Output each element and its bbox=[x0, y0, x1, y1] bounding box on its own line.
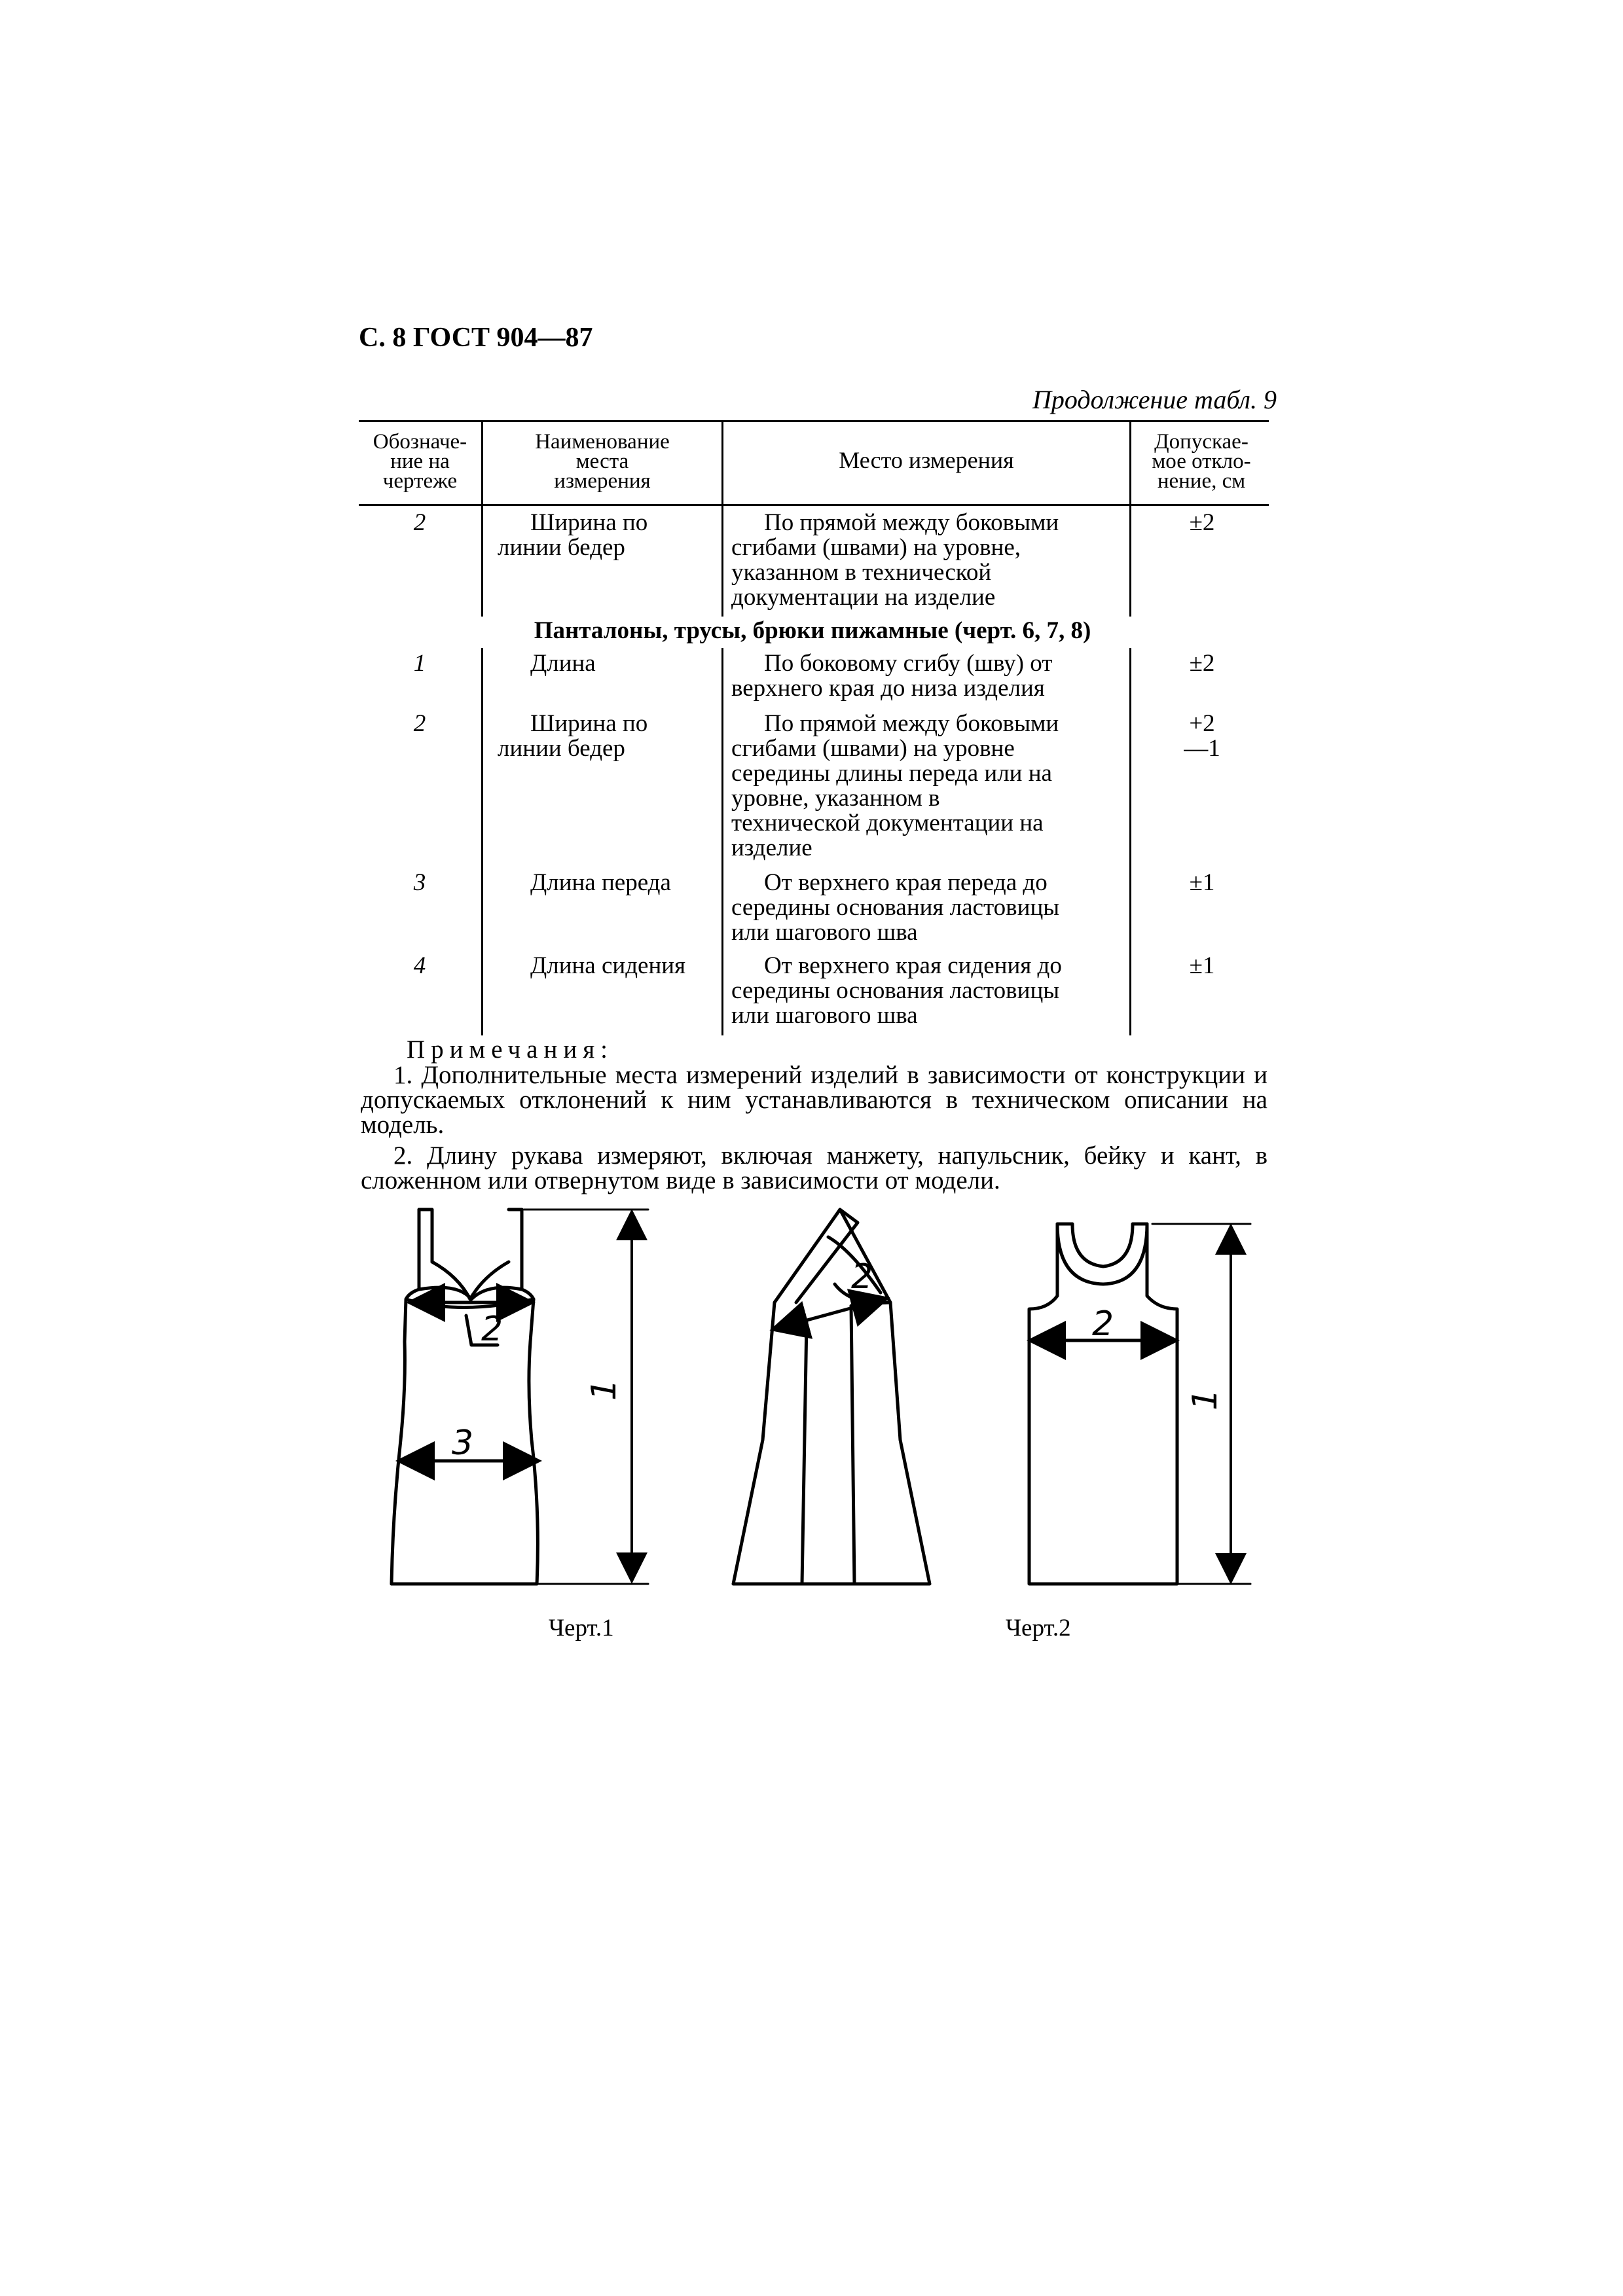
fig1-label-1: 1 bbox=[585, 1378, 624, 1401]
row-name: Длина сидения bbox=[530, 952, 686, 979]
table-continuation: Продолжение табл. 9 bbox=[1032, 385, 1277, 414]
fig1-caption: Черт.1 bbox=[549, 1615, 614, 1641]
row-num: 2 bbox=[413, 509, 426, 536]
row-name: Ширина по линии бедер bbox=[498, 710, 648, 762]
row-place: По прямой между боковыми сгибами (швами) на уровне середины длины переда или на уровне, указанном в технической документации на изделие bbox=[731, 710, 1059, 861]
row-place: От верхнего края переда до середины основания ластовицы или шагового шва bbox=[731, 869, 1060, 946]
header-designation: Обозначе- ние на чертеже bbox=[373, 430, 467, 493]
note-1: 1. Дополнительные места измерений изделий в зависимости от конструкции и допускаемых отклонений к ним устанавливаются в техническом описании на модель. bbox=[361, 1061, 1267, 1139]
note-2: 2. Длину рукава измеряют, включая манжету, напульсник, бейку и кант, в сложенном или отвернутом виде в зависимости от модели. bbox=[361, 1141, 1267, 1194]
row-num: 4 bbox=[413, 952, 426, 979]
row-num: 3 bbox=[413, 869, 426, 896]
row-name: Длина переда bbox=[530, 869, 671, 896]
row-place: По боковому сгибу (шву) от верхнего края до низа изделия bbox=[731, 650, 1053, 702]
fig1-gown-drawing bbox=[733, 1210, 930, 1584]
row-place: По прямой между боковыми сгибами (швами) на уровне, указанном в технической документации на изделие bbox=[731, 509, 1059, 611]
row-name: Ширина по линии бедер bbox=[498, 509, 648, 561]
section-heading: Панталоны, трусы, брюки пижамные (черт. 6, 7, 8) bbox=[534, 617, 1091, 644]
fig1-label-3: 3 bbox=[452, 1424, 474, 1463]
notes-title: Примечания: bbox=[407, 1035, 613, 1064]
header-measure-name: Наименование места измерения bbox=[535, 430, 670, 493]
fig2-label-1: 1 bbox=[1186, 1388, 1225, 1410]
header-tolerance: Допускае- мое откло- нение, см bbox=[1152, 430, 1251, 493]
fig1-label-2: 2 bbox=[481, 1310, 503, 1349]
fig1-gown-label-2: 2 bbox=[851, 1257, 873, 1297]
row-name: Длина bbox=[530, 650, 596, 677]
fig2-caption: Черт.2 bbox=[1006, 1615, 1071, 1641]
row-tolerance: ±1 bbox=[1189, 869, 1215, 896]
row-place: От верхнего края сидения до середины основания ластовицы или шагового шва bbox=[731, 952, 1062, 1029]
row-tolerance: ±2 bbox=[1189, 650, 1215, 677]
row-num: 1 bbox=[413, 650, 426, 677]
fig2-label-2: 2 bbox=[1092, 1304, 1114, 1344]
row-num: 2 bbox=[413, 710, 426, 737]
page-header: С. 8 ГОСТ 904—87 bbox=[359, 323, 593, 353]
row-tolerance: ±1 bbox=[1189, 952, 1215, 979]
header-measure-place: Место измерения bbox=[839, 447, 1014, 473]
row-tolerance: +2 —1 bbox=[1184, 710, 1220, 762]
row-tolerance: ±2 bbox=[1189, 509, 1215, 536]
